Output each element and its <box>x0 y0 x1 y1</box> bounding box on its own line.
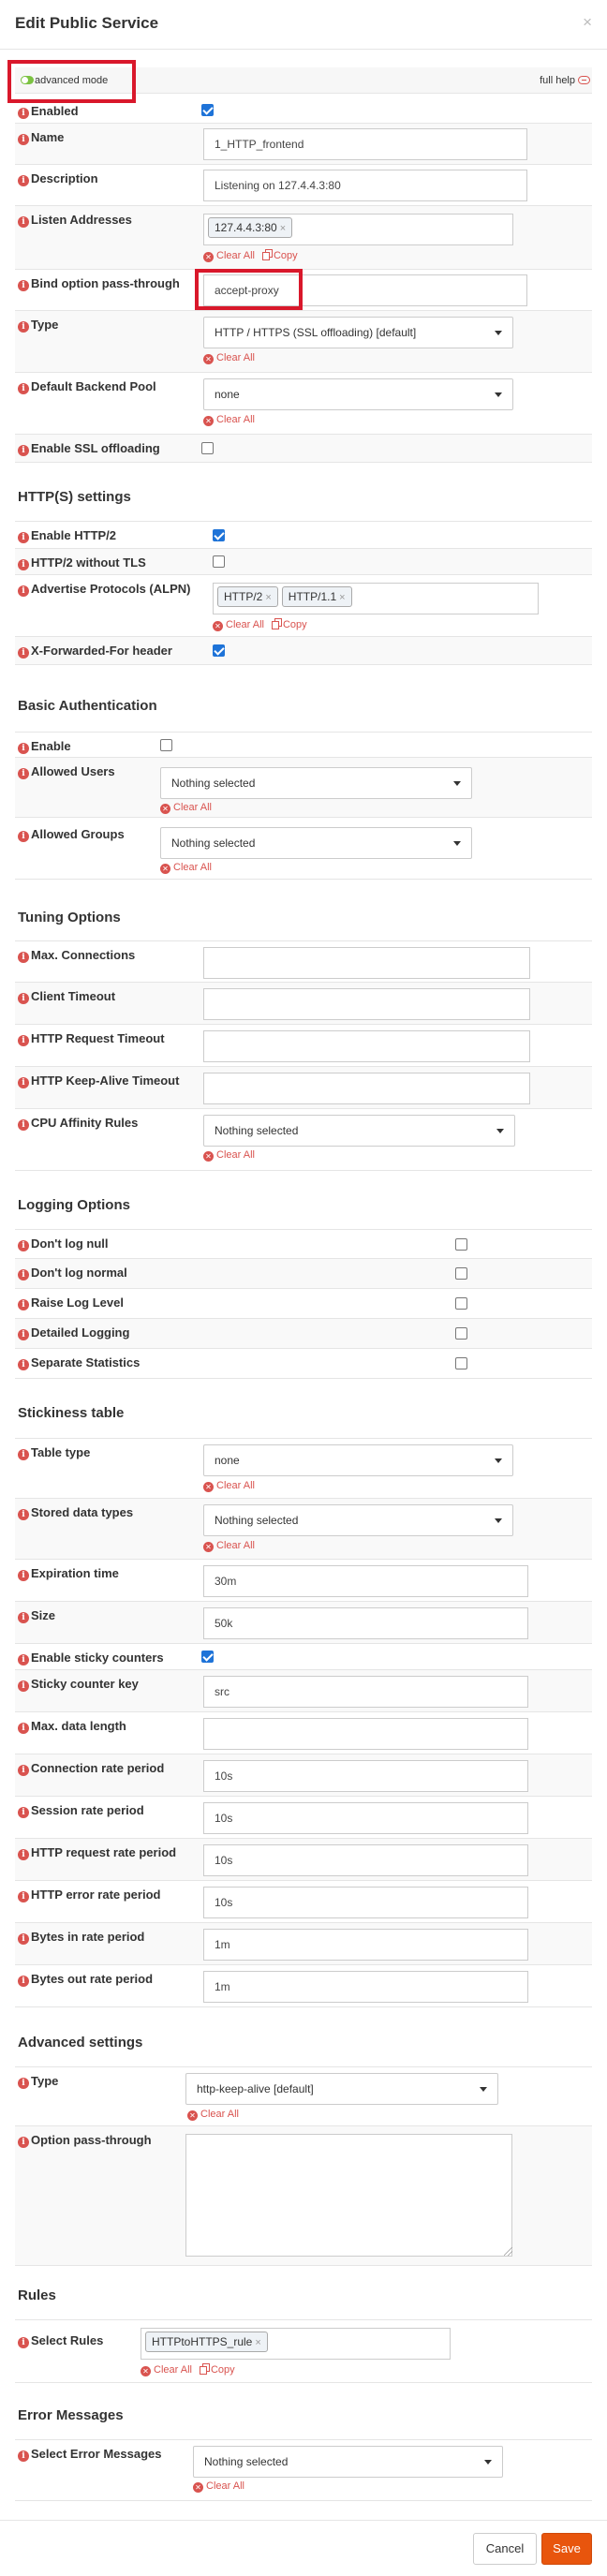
row-max-conn <box>15 940 592 983</box>
bind-option-highlight <box>195 269 303 310</box>
alpn-input[interactable] <box>213 583 539 614</box>
row-raise-level <box>15 1289 592 1319</box>
clear-icon: ✕ <box>203 1151 214 1162</box>
chevron-down-icon <box>495 1458 502 1463</box>
client-timeout-label: Client Timeout <box>31 989 116 1003</box>
info-icon[interactable]: i <box>18 1807 29 1818</box>
row-advanced-type <box>15 2066 592 2126</box>
default-backend-select[interactable]: none <box>203 378 513 410</box>
conn-rate-input[interactable]: 10s <box>203 1760 528 1792</box>
bind-option-label: Bind option pass-through <box>31 276 180 290</box>
section-errors-title: Error Messages <box>18 2407 124 2423</box>
keepalive-timeout-input[interactable] <box>203 1073 530 1104</box>
row-name <box>15 124 592 165</box>
info-icon[interactable]: i <box>18 559 29 570</box>
bytes-out-input[interactable]: 1m <box>203 1971 528 2003</box>
info-icon[interactable]: i <box>18 216 29 228</box>
row-max-data-len <box>15 1712 592 1754</box>
alpn-label: Advertise Protocols (ALPN) <box>31 582 191 596</box>
listen-copy-link[interactable]: Copy <box>273 250 298 261</box>
alpn-copy-link[interactable]: Copy <box>282 619 307 630</box>
row-cpu-affinity <box>15 1109 592 1171</box>
info-icon[interactable]: i <box>18 1723 29 1734</box>
row-conn-rate <box>15 1754 592 1797</box>
option-pt-label: Option pass-through <box>31 2133 152 2147</box>
remove-tag-icon[interactable]: × <box>265 592 272 603</box>
cpu-affinity-label: CPU Affinity Rules <box>31 1116 139 1130</box>
save-button[interactable]: Save <box>541 2533 592 2565</box>
info-icon[interactable]: i <box>18 743 29 754</box>
row-separate-stats <box>15 1349 592 1379</box>
xff-label: X-Forwarded-For header <box>31 644 172 658</box>
row-allowed-groups <box>15 818 592 880</box>
section-tuning-title: Tuning Options <box>18 910 121 925</box>
info-icon[interactable]: i <box>18 445 29 456</box>
select-rules-label: Select Rules <box>31 2333 104 2347</box>
full-help-link[interactable]: full help <box>540 75 575 86</box>
info-icon[interactable]: i <box>18 993 29 1004</box>
row-http-err-rate <box>15 1881 592 1923</box>
info-icon[interactable]: i <box>18 1976 29 1987</box>
remove-tag-icon[interactable]: × <box>279 223 287 234</box>
separate-stats-label: Separate Statistics <box>31 1355 141 1369</box>
conn-rate-label: Connection rate period <box>31 1761 165 1775</box>
enabled-checkbox[interactable] <box>201 104 214 116</box>
dialog-header <box>0 0 607 50</box>
info-icon[interactable]: i <box>18 280 29 291</box>
clear-icon: ✕ <box>203 354 214 364</box>
http-err-rate-input[interactable]: 10s <box>203 1887 528 1918</box>
ssl-offloading-checkbox[interactable] <box>201 442 214 454</box>
info-icon[interactable]: i <box>18 1119 29 1131</box>
option-pt-textarea[interactable] <box>185 2134 512 2257</box>
detailed-checkbox[interactable] <box>455 1327 467 1340</box>
info-icon[interactable]: i <box>18 1269 29 1281</box>
counter-key-input[interactable]: src <box>203 1676 528 1708</box>
info-icon[interactable]: i <box>18 647 29 659</box>
copy-icon <box>272 618 281 629</box>
info-icon[interactable]: i <box>18 2450 29 2462</box>
size-input[interactable]: 50k <box>203 1607 528 1639</box>
http2-no-tls-checkbox[interactable] <box>213 555 225 568</box>
chevron-down-icon <box>495 1518 502 1523</box>
address-tag: 127.4.4.3:80 × <box>208 217 292 238</box>
clear-icon: ✕ <box>203 252 214 262</box>
alpn-tag: HTTP/2 × <box>217 586 278 607</box>
info-icon[interactable]: i <box>18 952 29 963</box>
row-http-req-rate <box>15 1839 592 1881</box>
name-input[interactable]: 1_HTTP_frontend <box>203 128 527 160</box>
row-ssl-offloading <box>15 435 592 463</box>
clear-icon: ✕ <box>160 804 170 814</box>
remove-tag-icon[interactable]: × <box>339 592 346 603</box>
dont-log-null-checkbox[interactable] <box>455 1238 467 1251</box>
description-input[interactable]: Listening on 127.4.4.3:80 <box>203 170 527 201</box>
resize-handle-icon[interactable] <box>504 2247 512 2256</box>
listen-addresses-input[interactable] <box>203 214 513 245</box>
chevron-down-icon <box>453 841 461 846</box>
table-type-label: Table type <box>31 1445 91 1459</box>
raise-level-label: Raise Log Level <box>31 1295 124 1310</box>
rules-input[interactable] <box>141 2328 451 2360</box>
chevron-down-icon <box>480 2087 487 2092</box>
row-option-pt <box>15 2126 592 2266</box>
name-label: Name <box>31 130 65 144</box>
client-timeout-input[interactable] <box>203 988 530 1020</box>
advanced-mode-label[interactable]: advanced mode <box>35 75 109 86</box>
advanced-type-clear-all-link[interactable]: ✕ Clear All <box>187 2109 239 2121</box>
http2-no-tls-label: HTTP/2 without TLS <box>31 555 146 570</box>
advanced-type-select[interactable]: http-keep-alive [default] <box>185 2073 498 2105</box>
detailed-label: Detailed Logging <box>31 1325 130 1340</box>
allowed-groups-select[interactable]: Nothing selected <box>160 827 472 859</box>
info-icon[interactable]: i <box>18 175 29 186</box>
backend-clear-all-link[interactable]: ✕ Clear All <box>203 414 255 426</box>
info-icon[interactable]: i <box>18 1077 29 1088</box>
info-icon[interactable]: i <box>18 532 29 543</box>
clear-icon: ✕ <box>203 416 214 426</box>
info-icon[interactable]: i <box>18 585 29 597</box>
cpu-affinity-select[interactable]: Nothing selected <box>203 1115 515 1147</box>
max-conn-label: Max. Connections <box>31 948 136 962</box>
allowed-groups-label: Allowed Groups <box>31 827 125 841</box>
sticky-counters-checkbox[interactable] <box>201 1651 214 1663</box>
auth-enable-label: Enable <box>31 739 71 753</box>
close-icon[interactable]: × <box>583 13 592 31</box>
info-icon[interactable]: i <box>18 1654 29 1666</box>
info-icon[interactable]: i <box>18 1933 29 1945</box>
sess-rate-input[interactable]: 10s <box>203 1802 528 1834</box>
advanced-type-label: Type <box>31 2074 59 2088</box>
info-icon[interactable]: i <box>18 1765 29 1776</box>
section-https-title: HTTP(S) settings <box>18 489 131 505</box>
chevron-down-icon <box>496 1129 504 1133</box>
row-dont-log-normal <box>15 1259 592 1289</box>
http2-label: Enable HTTP/2 <box>31 528 117 542</box>
expiration-input[interactable]: 30m <box>203 1565 528 1597</box>
alpn-clear-all-link[interactable]: ✕ Clear All Copy <box>213 618 307 631</box>
bytes-in-input[interactable]: 1m <box>203 1929 528 1961</box>
counter-key-label: Sticky counter key <box>31 1677 139 1691</box>
listen-clear-all-link[interactable]: ✕ Clear All Copy <box>203 249 298 262</box>
row-expiration <box>15 1560 592 1602</box>
row-default-backend <box>15 373 592 435</box>
row-select-errors <box>15 2439 592 2501</box>
info-icon[interactable]: i <box>18 831 29 842</box>
select-errors-label: Select Error Messages <box>31 2447 162 2461</box>
row-http2 <box>15 521 592 549</box>
alpn-tag: HTTP/1.1 × <box>282 586 352 607</box>
cancel-button[interactable]: Cancel <box>473 2533 537 2565</box>
row-description <box>15 165 592 206</box>
section-advanced-title: Advanced settings <box>18 2035 143 2050</box>
stored-types-select[interactable]: Nothing selected <box>203 1504 513 1536</box>
row-listen-addresses <box>15 206 592 270</box>
clear-icon: ✕ <box>160 864 170 874</box>
row-client-timeout <box>15 983 592 1025</box>
info-icon[interactable]: i <box>18 1035 29 1046</box>
info-icon[interactable]: i <box>18 1509 29 1520</box>
dont-log-normal-label: Don't log normal <box>31 1266 127 1280</box>
groups-clear-all-link[interactable]: ✕ Clear All <box>160 862 212 874</box>
row-auth-enable <box>15 732 592 758</box>
row-size <box>15 1602 592 1644</box>
type-label: Type <box>31 318 59 332</box>
info-icon[interactable]: i <box>18 1240 29 1251</box>
section-basic-auth-title: Basic Authentication <box>18 698 157 714</box>
error-messages-select[interactable]: Nothing selected <box>193 2446 503 2478</box>
info-icon[interactable]: i <box>18 2337 29 2348</box>
table-type-clear-all-link[interactable]: ✕ Clear All <box>203 1480 255 1492</box>
clear-icon: ✕ <box>193 2482 203 2493</box>
xff-checkbox[interactable] <box>213 644 225 657</box>
row-enabled <box>15 97 592 124</box>
row-select-rules <box>15 2319 592 2383</box>
http-req-rate-input[interactable]: 10s <box>203 1844 528 1876</box>
info-icon[interactable]: i <box>18 1299 29 1310</box>
stored-types-label: Stored data types <box>31 1505 134 1519</box>
max-data-len-label: Max. data length <box>31 1719 126 1733</box>
row-type <box>15 311 592 373</box>
listen-addresses-label: Listen Addresses <box>31 213 132 227</box>
chevron-down-icon <box>495 392 502 397</box>
size-label: Size <box>31 1608 56 1622</box>
allowed-users-select[interactable]: Nothing selected <box>160 767 472 799</box>
info-icon[interactable]: i <box>18 1849 29 1860</box>
max-conn-input[interactable] <box>203 947 530 979</box>
info-icon[interactable]: i <box>18 1680 29 1692</box>
section-rules-title: Rules <box>18 2287 56 2303</box>
clear-icon: ✕ <box>213 621 223 631</box>
info-icon[interactable]: i <box>18 768 29 779</box>
max-data-len-input[interactable] <box>203 1718 528 1750</box>
row-allowed-users <box>15 758 592 818</box>
row-dont-log-null <box>15 1229 592 1259</box>
info-icon[interactable]: i <box>18 2078 29 2089</box>
row-sess-rate <box>15 1797 592 1839</box>
errors-clear-all-link[interactable]: ✕ Clear All <box>193 2480 244 2493</box>
row-xff <box>15 637 592 665</box>
row-alpn <box>15 575 592 637</box>
info-icon[interactable]: i <box>18 1891 29 1902</box>
rules-copy-link[interactable]: Copy <box>210 2364 235 2376</box>
info-icon[interactable]: i <box>18 108 29 119</box>
info-icon[interactable]: i <box>18 134 29 145</box>
clear-icon: ✕ <box>203 1542 214 1552</box>
cpu-clear-all-link[interactable]: ✕ Clear All <box>203 1149 255 1162</box>
row-http2-no-tls <box>15 549 592 575</box>
separate-stats-checkbox[interactable] <box>455 1357 467 1369</box>
keepalive-timeout-label: HTTP Keep-Alive Timeout <box>31 1073 180 1088</box>
dialog-title: Edit Public Service <box>15 14 159 32</box>
row-keepalive-timeout <box>15 1067 592 1109</box>
info-icon[interactable]: i <box>18 1449 29 1460</box>
chevron-down-icon <box>453 781 461 786</box>
clear-icon: ✕ <box>203 1482 214 1492</box>
row-req-timeout <box>15 1025 592 1067</box>
row-sticky-counters <box>15 1644 592 1670</box>
row-bind-option <box>15 270 592 311</box>
row-bytes-in <box>15 1923 592 1965</box>
info-icon[interactable]: i <box>18 1359 29 1370</box>
users-clear-all-link[interactable]: ✕ Clear All <box>160 802 212 814</box>
allowed-users-label: Allowed Users <box>31 764 115 778</box>
copy-icon <box>200 2363 209 2374</box>
clear-icon: ✕ <box>141 2366 151 2376</box>
raise-level-checkbox[interactable] <box>455 1297 467 1310</box>
http-req-rate-label: HTTP request rate period <box>31 1845 177 1859</box>
info-icon[interactable]: i <box>18 1612 29 1623</box>
bind-option-input[interactable]: accept-proxy <box>203 274 527 306</box>
info-icon[interactable]: i <box>18 1570 29 1581</box>
row-counter-key <box>15 1670 592 1712</box>
type-select[interactable]: HTTP / HTTPS (SSL offloading) [default] <box>203 317 513 348</box>
dont-log-null-label: Don't log null <box>31 1236 109 1251</box>
rules-clear-all-link[interactable]: ✕ Clear All Copy <box>141 2363 235 2376</box>
bytes-out-label: Bytes out rate period <box>31 1972 154 1986</box>
table-type-select[interactable]: none <box>203 1444 513 1476</box>
row-detailed <box>15 1319 592 1349</box>
dialog-footer <box>0 2520 607 2576</box>
http2-checkbox[interactable] <box>213 529 225 541</box>
expiration-label: Expiration time <box>31 1566 119 1580</box>
type-clear-all-link[interactable]: ✕ Clear All <box>203 352 255 364</box>
section-stickiness-title: Stickiness table <box>18 1405 125 1421</box>
section-logging-title: Logging Options <box>18 1197 130 1213</box>
remove-tag-icon[interactable]: × <box>255 2337 261 2348</box>
row-table-type <box>15 1438 592 1499</box>
ssl-offloading-label: Enable SSL offloading <box>31 441 160 455</box>
info-icon[interactable]: i <box>18 2137 29 2148</box>
row-bytes-out <box>15 1965 592 2007</box>
chevron-down-icon <box>484 2460 492 2465</box>
enabled-label: Enabled <box>31 104 79 118</box>
copy-icon <box>262 249 272 259</box>
description-label: Description <box>31 171 98 185</box>
sess-rate-label: Session rate period <box>31 1803 144 1817</box>
default-backend-label: Default Backend Pool <box>31 379 156 393</box>
dont-log-normal-checkbox[interactable] <box>455 1267 467 1280</box>
auth-enable-checkbox[interactable] <box>160 739 172 751</box>
clear-icon: ✕ <box>187 2110 198 2121</box>
rule-tag: HTTPtoHTTPS_rule × <box>145 2332 268 2352</box>
info-icon[interactable]: i <box>18 383 29 394</box>
info-icon[interactable]: i <box>18 321 29 333</box>
info-icon[interactable]: i <box>18 1329 29 1340</box>
row-stored-types <box>15 1499 592 1560</box>
toggle-off-icon[interactable] <box>578 76 590 84</box>
req-timeout-label: HTTP Request Timeout <box>31 1031 165 1045</box>
bytes-in-label: Bytes in rate period <box>31 1930 145 1944</box>
req-timeout-input[interactable] <box>203 1030 530 1062</box>
sticky-counters-label: Enable sticky counters <box>31 1651 164 1665</box>
http-err-rate-label: HTTP error rate period <box>31 1888 161 1902</box>
stored-types-clear-all-link[interactable]: ✕ Clear All <box>203 1540 255 1552</box>
chevron-down-icon <box>495 331 502 335</box>
